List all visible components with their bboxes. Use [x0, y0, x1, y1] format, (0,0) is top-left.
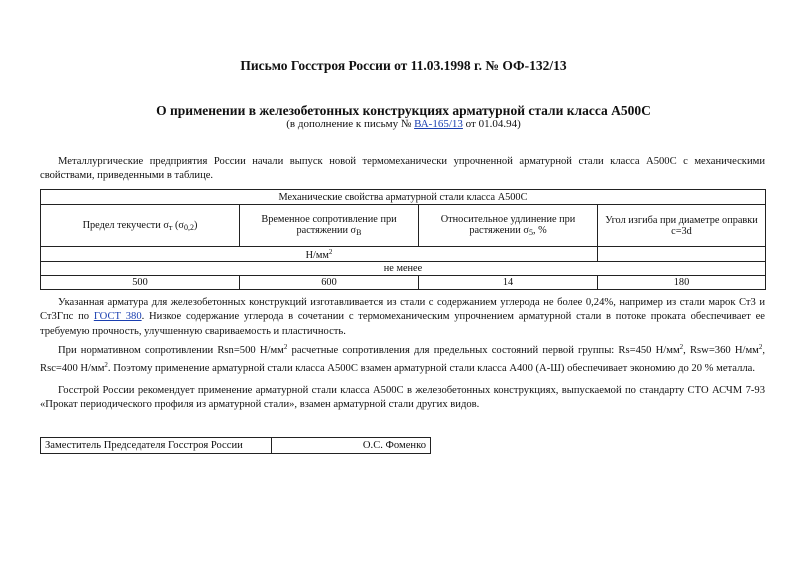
header-elongation: Относительное удлинение при растяжении $\sigma_5$, %: [419, 205, 598, 247]
addendum-link[interactable]: ВА-165/13: [414, 118, 463, 130]
document-subject: О применении в железобетонных конструкциях арматурной стали класса А500С: [156, 103, 651, 118]
addendum-note: [0, 118, 807, 130]
resistance-paragraph: При нормативном сопротивлении Rsn=500 $Н/мм^2$ расчетные сопротивления для предельных состояний первой группы: Rs=450 $Н/мм^2$, Rsw=360 $Н/мм^2$, Rsc=400 $Н/мм^2$. Поэтому применение арматурной стали класса А500С взамен арматурной стали класса А400 (А-Ш) обеспечивает экономию до 20 % металла.: [40, 343, 766, 375]
intro-paragraph: [40, 155, 765, 184]
value-tensile: 600: [240, 276, 419, 290]
unit-empty-cell: [598, 247, 766, 262]
signatory-name: О.С. Фоменко: [272, 438, 431, 454]
min-label-cell: не менее: [41, 262, 766, 276]
header-bend-angle: Угол изгиба при диаметре оправки c=3d: [598, 205, 766, 247]
carbon-paragraph: Указанная арматура для железобетонных конструкций изготавливается из стали с содержанием углерода не более 0,24%, например из стали марок Ст3 и Ст3Гпс по ГОСТ 380. Низкое содержание углерода в сочетании с термомеханическим упрочнением арматурной стали в потоке проката обеспечивает ее требуемую прочность, улучшенную свариваемость и пластичность.: [40, 297, 765, 337]
recommendation-paragraph: Госстрой России рекомендует применение арматурной стали класса А500С в железобетонных конструкциях, выпускаемой по стандарту СТО АСЧМ 7-93 «Прокат периодического профиля из арматурной стали», взамен арматурной стали других видов.: [40, 385, 765, 411]
header-tensile-strength: Временное сопротивление при растяжении $\sigma_В$: [240, 205, 419, 247]
gost-link[interactable]: ГОСТ 380: [93, 311, 142, 323]
document-title: Письмо Госстроя России от 11.03.1998 г. № ОФ-132/13: [240, 58, 567, 73]
value-yield: 500: [41, 276, 240, 290]
header-yield-strength: Предел текучести $\sigma_т$ $(\sigma_{0,2})$: [41, 205, 240, 247]
addendum-suffix: от 01.04.94): [462, 118, 521, 130]
signature-table: [40, 437, 431, 454]
unit-cell: $Н/мм^2$: [41, 247, 598, 262]
table-caption: Механические свойства арматурной стали класса А500С: [41, 190, 766, 205]
value-elongation: 14: [419, 276, 598, 290]
addendum-prefix: (в дополнение к письму №: [286, 118, 415, 130]
value-bend-angle: 180: [598, 276, 766, 290]
signatory-position: Заместитель Председателя Госстроя России: [41, 438, 272, 454]
intro-text: Металлургические предприятия России начали выпуск новой термомеханически упрочненной арматурной стали класса А500С с механическими свойствами, приведенными в таблице.: [40, 156, 765, 182]
properties-table: [40, 189, 766, 290]
